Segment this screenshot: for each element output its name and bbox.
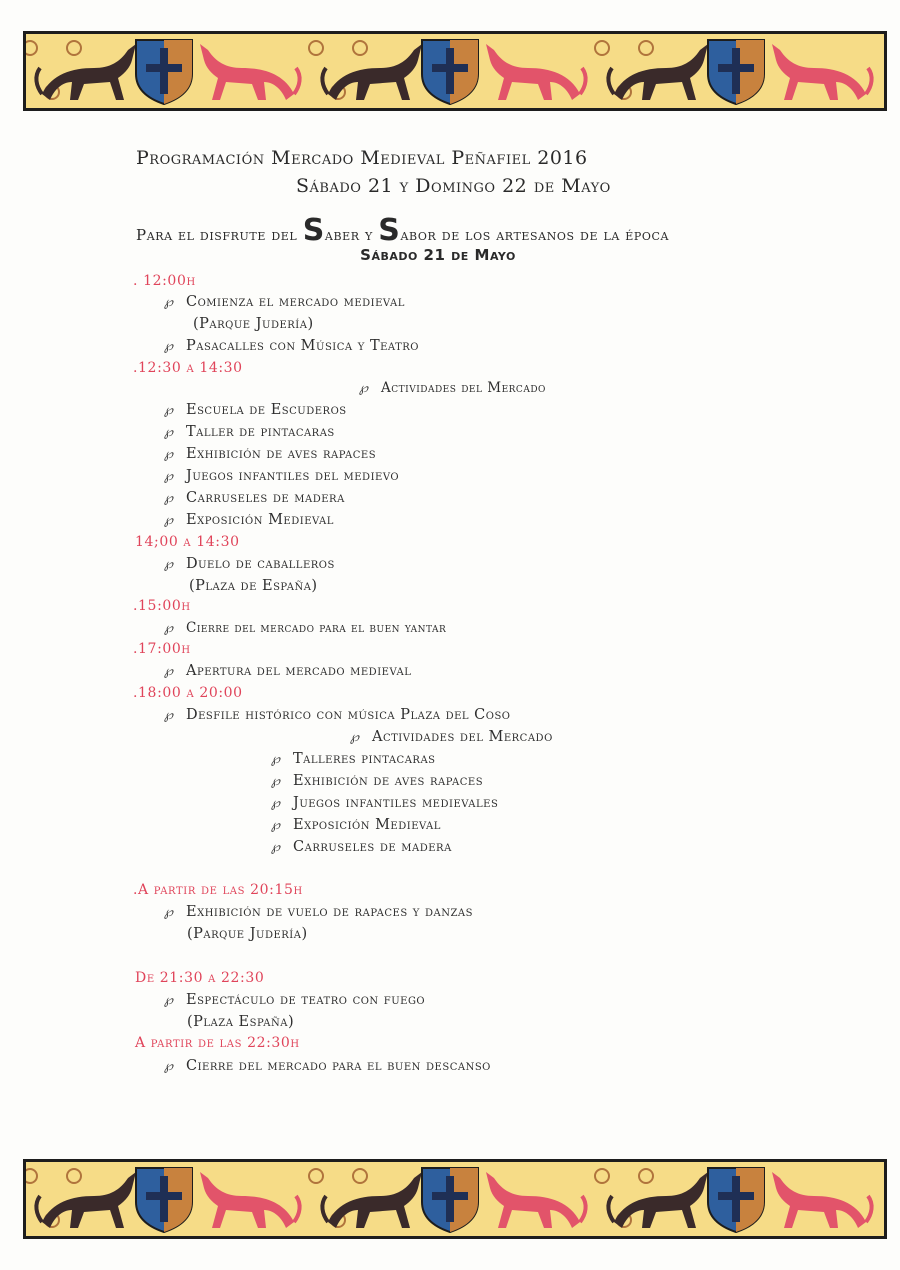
- decorative-banner-bottom: [23, 1159, 887, 1239]
- time-slot: .12:30 a 14:30: [133, 360, 243, 376]
- time-slot: . 12:00h: [133, 273, 196, 289]
- bullet-icon: ℘: [164, 905, 174, 920]
- schedule-item-location: (Parque Judería): [193, 316, 314, 332]
- bullet-icon: ℘: [164, 403, 174, 418]
- decorative-banner-top: [23, 31, 887, 111]
- tagline-part: abor de los artesanos de la época: [400, 226, 670, 244]
- schedule-item: ℘ Pasacalles con Música y Teatro: [164, 338, 419, 354]
- schedule-item: ℘ Taller de pintacaras: [164, 424, 335, 440]
- schedule-item: ℘ Talleres pintacaras: [271, 751, 436, 767]
- schedule-item: ℘ Apertura del mercado medieval: [164, 663, 412, 679]
- schedule-item: ℘ Cierre del mercado para el buen descanso: [164, 1058, 491, 1074]
- time-slot: 14;00 a 14:30: [135, 534, 240, 550]
- bullet-icon: ℘: [164, 425, 174, 440]
- bullet-icon: ℘: [164, 513, 174, 528]
- bullet-icon: ℘: [164, 557, 174, 572]
- page-title: Programación Mercado Medieval Peñafiel 2016: [136, 147, 588, 169]
- schedule-item: ℘ Escuela de Escuderos: [164, 402, 347, 418]
- time-slot: .A partir de las 20:15h: [133, 882, 303, 898]
- bullet-icon: ℘: [164, 708, 174, 723]
- tagline-initial: S: [302, 213, 325, 248]
- schedule-subheading: ℘ Actividades del Mercado: [350, 729, 553, 745]
- tagline-part: Para el disfrute del: [136, 226, 303, 244]
- bullet-icon: ℘: [164, 1059, 174, 1074]
- tagline-initial: S: [378, 213, 401, 248]
- bullet-icon: ℘: [271, 796, 281, 811]
- time-slot: .17:00h: [133, 641, 191, 657]
- day-heading: Sábado 21 de Mayo: [360, 246, 516, 264]
- bullet-icon: ℘: [164, 621, 174, 636]
- schedule-item: ℘ Exposición Medieval: [164, 512, 334, 528]
- bullet-icon: ℘: [164, 339, 174, 354]
- bullet-icon: ℘: [164, 993, 174, 1008]
- schedule-item: ℘ Juegos infantiles medievales: [271, 795, 499, 811]
- bullet-icon: ℘: [359, 381, 369, 396]
- time-slot: De 21:30 a 22:30: [135, 970, 265, 986]
- schedule-item: ℘ Exposición Medieval: [271, 817, 441, 833]
- heraldic-pattern-icon: [26, 1162, 884, 1236]
- schedule-item-location: (Parque Judería): [187, 926, 308, 942]
- tagline: [136, 213, 669, 248]
- schedule-item-location: (Plaza España): [187, 1014, 295, 1030]
- tagline-part: aber y: [324, 226, 379, 244]
- page-subtitle-dates: Sábado 21 y Domingo 22 de Mayo: [296, 175, 611, 197]
- schedule-item: ℘ Espectáculo de teatro con fuego: [164, 992, 426, 1008]
- schedule-item: ℘ Comienza el mercado medieval: [164, 294, 405, 310]
- bullet-icon: ℘: [164, 664, 174, 679]
- schedule-item: ℘ Exhibición de aves rapaces: [271, 773, 484, 789]
- schedule-item: ℘ Juegos infantiles del medievo: [164, 468, 400, 484]
- time-slot: .18:00 a 20:00: [133, 685, 243, 701]
- bullet-icon: ℘: [271, 818, 281, 833]
- schedule-item: ℘ Carruseles de madera: [271, 839, 452, 855]
- bullet-icon: ℘: [164, 491, 174, 506]
- bullet-icon: ℘: [350, 730, 360, 745]
- schedule-item: ℘ Exhibición de aves rapaces: [164, 446, 377, 462]
- bullet-icon: ℘: [271, 840, 281, 855]
- bullet-icon: ℘: [271, 774, 281, 789]
- schedule-item: ℘ Carruseles de madera: [164, 490, 345, 506]
- bullet-icon: ℘: [164, 295, 174, 310]
- time-slot: A partir de las 22:30h: [135, 1035, 300, 1051]
- bullet-icon: ℘: [164, 469, 174, 484]
- schedule-item: ℘ Duelo de caballeros: [164, 556, 335, 572]
- bullet-icon: ℘: [271, 752, 281, 767]
- schedule-item-location: (Plaza de España): [189, 578, 318, 594]
- time-slot: .15:00h: [133, 598, 191, 614]
- bullet-icon: ℘: [164, 447, 174, 462]
- schedule-item: ℘ Exhibición de vuelo de rapaces y danzas: [164, 904, 473, 920]
- heraldic-pattern-icon: [26, 34, 884, 108]
- schedule-item: ℘ Desfile histórico con música Plaza del Coso: [164, 707, 511, 723]
- schedule-item: ℘ Cierre del mercado para el buen yantar: [164, 620, 447, 636]
- schedule-subheading: ℘ Actividades del Mercado: [359, 380, 546, 396]
